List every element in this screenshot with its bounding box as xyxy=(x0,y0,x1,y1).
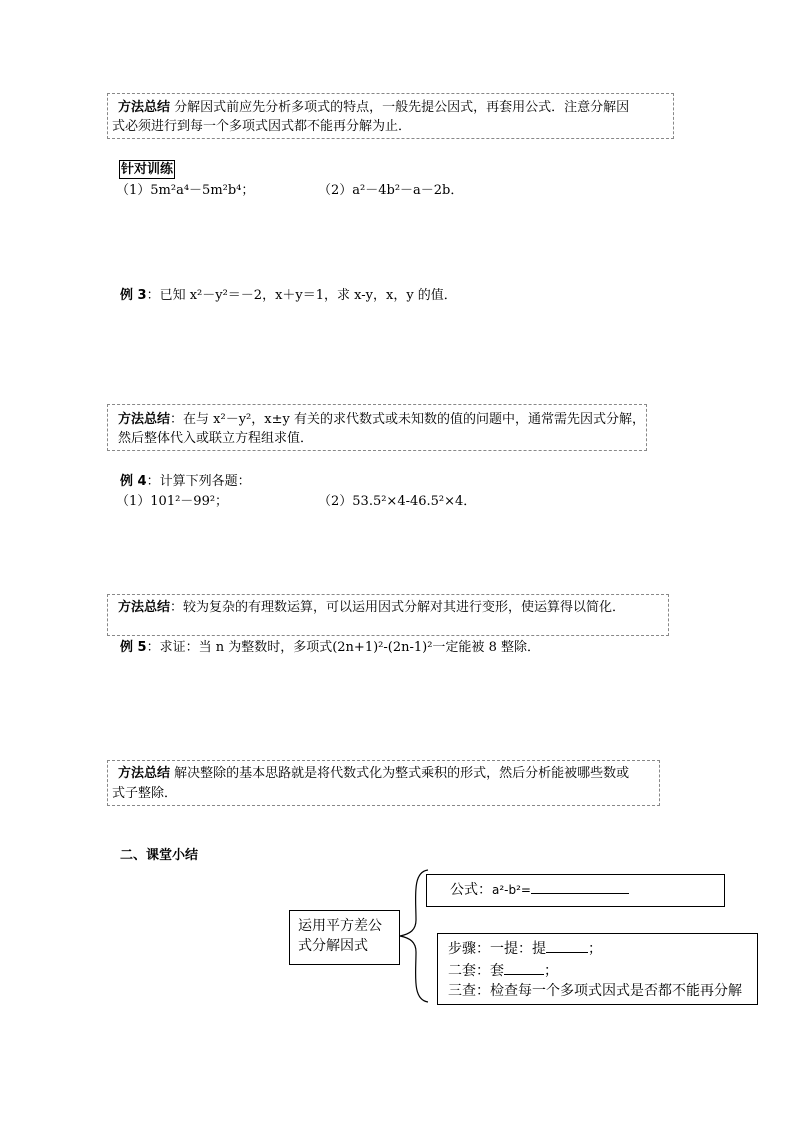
example-5-label: 例 5 xyxy=(120,640,147,655)
example-4-text: ：计算下列各题： xyxy=(146,474,251,489)
method-summary-2-line2: 然后整体代入或联立方程组求值． xyxy=(118,431,314,446)
steps-blank-1 xyxy=(546,952,588,953)
formula-blank xyxy=(531,893,629,894)
formula-label: 公式： xyxy=(450,882,492,898)
method-summary-1-line2: 式必须进行到每一个多项式因式都不能再分解为止． xyxy=(112,119,412,134)
example-3-text: ：已知 x²－y²＝－2，x＋y＝1，求 x-y，x，y 的值． xyxy=(146,288,457,303)
formula-box xyxy=(426,874,725,907)
example-5-text: ：求证：当 n 为整数时，多项式(2n+1)²-(2n-1)²一定能被 8 整除． xyxy=(146,640,540,655)
practice-tag: 针对训练 xyxy=(121,162,174,177)
method-summary-label: 方法总结 xyxy=(118,600,171,615)
example-4 xyxy=(120,472,251,491)
factorization-method-line1: 运用平方差公 xyxy=(298,918,382,934)
steps-line1-text: 步骤：一提：提 xyxy=(448,941,546,957)
method-summary-3-line1 xyxy=(118,598,625,617)
steps-line1-end: ； xyxy=(588,941,602,957)
steps-box xyxy=(437,933,758,1005)
factorization-method-box xyxy=(289,910,400,965)
steps-blank-2 xyxy=(504,974,544,975)
practice-item-1: （1）5m²a⁴－5m²b⁴； xyxy=(116,183,255,198)
method-summary-text: 分解因式前应先分析多项式的特点，一般先提公因式，再套用公式．注意分解因 xyxy=(170,100,630,115)
example-5 xyxy=(120,638,540,657)
method-summary-label: 方法总结 xyxy=(118,412,171,427)
method-summary-4-line1 xyxy=(118,764,629,783)
example-3-label: 例 3 xyxy=(120,288,147,303)
example-4-item-1: （1）101²－99²； xyxy=(116,494,229,509)
example-4-label: 例 4 xyxy=(120,474,147,489)
factorization-method-line2: 式分解因式 xyxy=(298,938,368,954)
method-summary-2-line1 xyxy=(118,410,645,429)
example-4-item-2: （2）53.5²×4-46.5²×4． xyxy=(318,494,477,509)
method-summary-label: 方法总结 xyxy=(118,766,171,781)
method-summary-text: 解决整除的基本思路就是将代数式化为整式乘积的形式，然后分析能被哪些数或 xyxy=(170,766,630,781)
example-3 xyxy=(120,286,457,305)
method-summary-text: ：在与 x²－y²，x±y 有关的求代数式或未知数的值的问题中，通常需先因式分解， xyxy=(170,412,645,427)
method-summary-4-line2: 式子整除． xyxy=(112,786,178,801)
method-summary-text: ：较为复杂的有理数运算，可以运用因式分解对其进行变形，使运算得以简化． xyxy=(170,600,626,615)
steps-line3-text: 三查：检查每一个多项式因式是否都不能再分解 xyxy=(448,983,742,999)
method-summary-label: 方法总结 xyxy=(118,100,171,115)
steps-line2-end: ； xyxy=(544,963,558,979)
steps-line2-text: 二套：套 xyxy=(448,963,504,979)
formula-text: a²-b²= xyxy=(492,883,531,897)
practice-item-2: （2）a²－4b²－a－2b． xyxy=(318,183,464,198)
method-summary-1-line1 xyxy=(118,98,629,117)
class-summary-heading: 二、课堂小结 xyxy=(120,848,199,863)
